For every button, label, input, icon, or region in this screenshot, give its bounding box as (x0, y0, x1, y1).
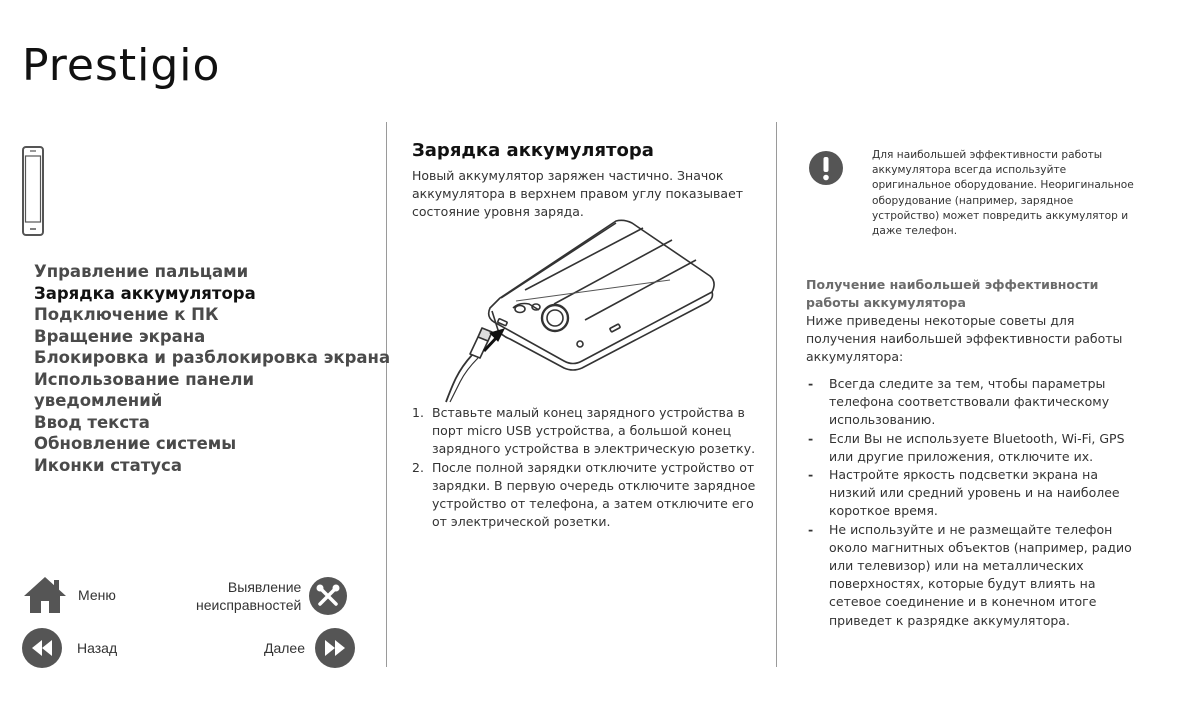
step-item: 1. Вставьте малый конец зарядного устройства в порт micro USB устройства, а большой конец зарядного устройства в электрическую розетку. (412, 405, 756, 457)
list-item: - Если Вы не используете Bluetooth, Wi-Fi, GPS или другие приложения, отключите их. (806, 430, 1146, 466)
fast-forward-icon (315, 628, 355, 668)
sidebar-nav (34, 261, 390, 476)
sidebar-item-screen-lock[interactable]: Блокировка и разблокировка экрана (34, 348, 391, 367)
sidebar-item-pc-connection[interactable]: Подключение к ПК (34, 305, 219, 324)
section-title: Зарядка аккумулятора (412, 140, 654, 161)
back-label: Назад (77, 640, 118, 656)
back-button[interactable] (22, 628, 117, 668)
charging-illustration (440, 218, 720, 403)
rewind-icon (22, 628, 62, 668)
tips-intro: Ниже приведены некоторые советы для получения наибольшей эффективности работы аккумулятора: (806, 313, 1123, 364)
sidebar-item-notification-panel[interactable]: Использование панели (34, 369, 255, 389)
tips-heading: Получение наибольшей эффективности работы аккумулятора (806, 277, 1099, 310)
sidebar-item-battery-charging[interactable]: Зарядка аккумулятора (34, 283, 256, 303)
next-button[interactable] (264, 628, 355, 668)
menu-button[interactable] (22, 575, 116, 615)
next-label: Далее (264, 640, 306, 656)
menu-label: Меню (78, 587, 116, 603)
sidebar-item-notification-panel-cont[interactable]: уведомлений (34, 391, 163, 410)
home-icon (22, 575, 68, 615)
sidebar-item-screen-rotation[interactable]: Вращение экрана (34, 326, 206, 346)
charging-steps (412, 404, 757, 531)
step-item: 2. После полной зарядки отключите устройство от зарядки. В первую очередь отключите зарядное устройство от телефона, а затем отключите его от электрической розетки. (412, 459, 756, 530)
prestigio-logo: Prestigio (22, 40, 221, 91)
troubleshooting-label: Выявление неисправностей (196, 579, 302, 613)
troubleshooting-button[interactable] (196, 577, 347, 615)
smartphone-icon (22, 146, 44, 236)
sidebar-item-text-input[interactable]: Ввод текста (34, 412, 150, 432)
warning-note: Для наибольшей эффективности работы аккумулятора всегда используйте оригинальное оборудование. Неоригинальное оборудование (например, зарядное устройство) может повредить аккумулятор и даже телефон. (872, 149, 1134, 238)
tools-icon (309, 577, 347, 615)
column-divider-right (776, 122, 777, 667)
sidebar-item-finger-control[interactable]: Управление пальцами (34, 262, 249, 281)
intro-text: Новый аккумулятор заряжен частично. Значок аккумулятора в верхнем правом углу показывает состояние уровня заряда. (412, 168, 744, 219)
tips-list (806, 375, 1146, 630)
sidebar-item-status-icons[interactable]: Иконки статуса (34, 455, 182, 475)
list-item: - Всегда следите за тем, чтобы параметры телефона соответствовали фактическому использованию. (806, 375, 1146, 430)
sidebar-item-system-update[interactable]: Обновление системы (34, 434, 237, 453)
exclamation-icon (808, 150, 844, 186)
list-item: - Не используйте и не размещайте телефон около магнитных объектов (например, радио или телевизор) или на металлических поверхностях, которые будут влиять на сетевое соединение и в конечном итоге приведет к разрядке аккумулятора. (806, 521, 1146, 630)
list-item: - Настройте яркость подсветки экрана на низкий или средний уровень и на наиболее короткое время. (806, 466, 1146, 521)
